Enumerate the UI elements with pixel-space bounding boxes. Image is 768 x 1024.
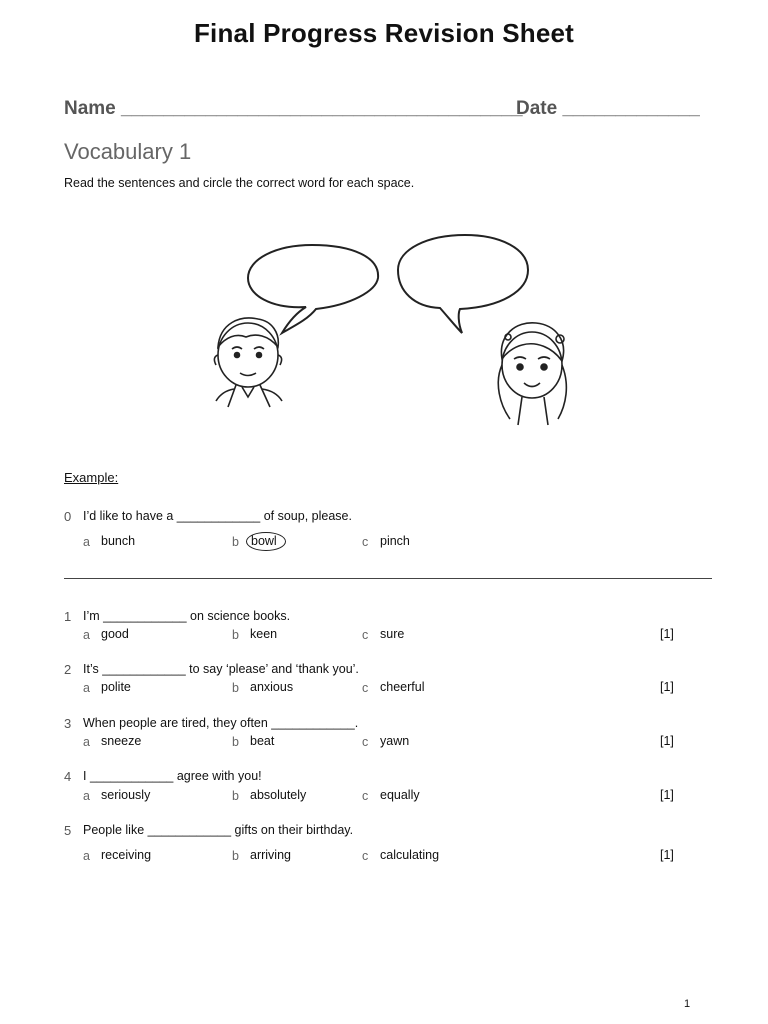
mark-label: [1] <box>660 680 674 694</box>
option-letter: b <box>232 628 239 642</box>
name-field[interactable]: Name ______________________________________ <box>64 98 523 119</box>
question-number: 0 <box>64 509 72 524</box>
option-word[interactable]: good <box>101 627 129 641</box>
boy-face-icon <box>214 318 282 407</box>
option-word[interactable]: sure <box>380 627 405 641</box>
option-word[interactable]: calculating <box>380 848 440 862</box>
question-text: I’d like to have a ____________ of soup, please. <box>83 509 352 523</box>
option-letter: c <box>362 681 369 695</box>
option-word[interactable]: sneeze <box>101 734 142 748</box>
example-label: Example: <box>64 470 119 485</box>
section-heading: Vocabulary 1 <box>64 139 192 164</box>
option-letter: b <box>232 681 239 695</box>
option-letter: b <box>232 789 239 803</box>
page-title: Final Progress Revision Sheet <box>193 18 575 48</box>
mark-label: [1] <box>660 788 674 802</box>
option-word[interactable]: equally <box>380 788 420 802</box>
dialogue-illustration <box>176 205 592 441</box>
question-text: It’s ____________ to say ‘please’ and ‘thank you’. <box>83 662 359 676</box>
option-word[interactable]: cheerful <box>380 680 425 694</box>
option-word-circled[interactable]: bowl <box>246 532 286 551</box>
option-letter: a <box>83 789 90 803</box>
question-text: I ____________ agree with you! <box>83 769 262 783</box>
mark-label: [1] <box>660 848 674 862</box>
mark-label: [1] <box>660 734 674 748</box>
question-text: When people are tired, they often ____________. <box>83 716 359 730</box>
option-letter: a <box>83 735 90 749</box>
question-text: I’m ____________ on science books. <box>83 609 291 623</box>
girl-face-icon <box>498 323 566 425</box>
question-text: People like ____________ gifts on their birthday. <box>83 823 354 837</box>
speech-bubble-left-icon <box>248 245 378 333</box>
option-word[interactable]: pinch <box>380 534 410 548</box>
instruction-text: Read the sentences and circle the correct word for each space. <box>64 176 415 190</box>
option-letter: a <box>83 681 90 695</box>
question-number: 1 <box>64 609 72 624</box>
option-word[interactable]: absolutely <box>250 788 307 802</box>
question-number: 3 <box>64 716 72 731</box>
option-letter: c <box>362 628 369 642</box>
date-field[interactable]: Date _____________ <box>516 98 700 119</box>
name-date-row <box>64 98 714 120</box>
mark-label: [1] <box>660 627 674 641</box>
page-number: 1 <box>684 998 691 1010</box>
option-word[interactable]: receiving <box>101 848 152 862</box>
question-number: 2 <box>64 662 72 677</box>
speech-bubble-right-icon <box>398 235 528 333</box>
option-letter: c <box>362 789 369 803</box>
option-word[interactable]: keen <box>250 627 278 641</box>
option-letter: c <box>362 535 369 549</box>
option-letter: b <box>232 535 239 549</box>
option-word[interactable]: anxious <box>250 680 294 694</box>
option-letter: c <box>362 735 369 749</box>
option-letter: b <box>232 735 239 749</box>
option-letter: c <box>362 849 369 863</box>
divider-line <box>64 578 712 579</box>
option-word[interactable]: arriving <box>250 848 291 862</box>
option-letter: a <box>83 535 90 549</box>
option-word[interactable]: bunch <box>101 534 136 548</box>
option-word[interactable]: yawn <box>380 734 410 748</box>
option-word[interactable]: beat <box>250 734 275 748</box>
option-letter: b <box>232 849 239 863</box>
option-word[interactable]: polite <box>101 680 131 694</box>
question-number: 5 <box>64 823 72 838</box>
option-letter: a <box>83 849 90 863</box>
option-letter: a <box>83 628 90 642</box>
question-number: 4 <box>64 769 72 784</box>
option-word[interactable]: seriously <box>101 788 151 802</box>
